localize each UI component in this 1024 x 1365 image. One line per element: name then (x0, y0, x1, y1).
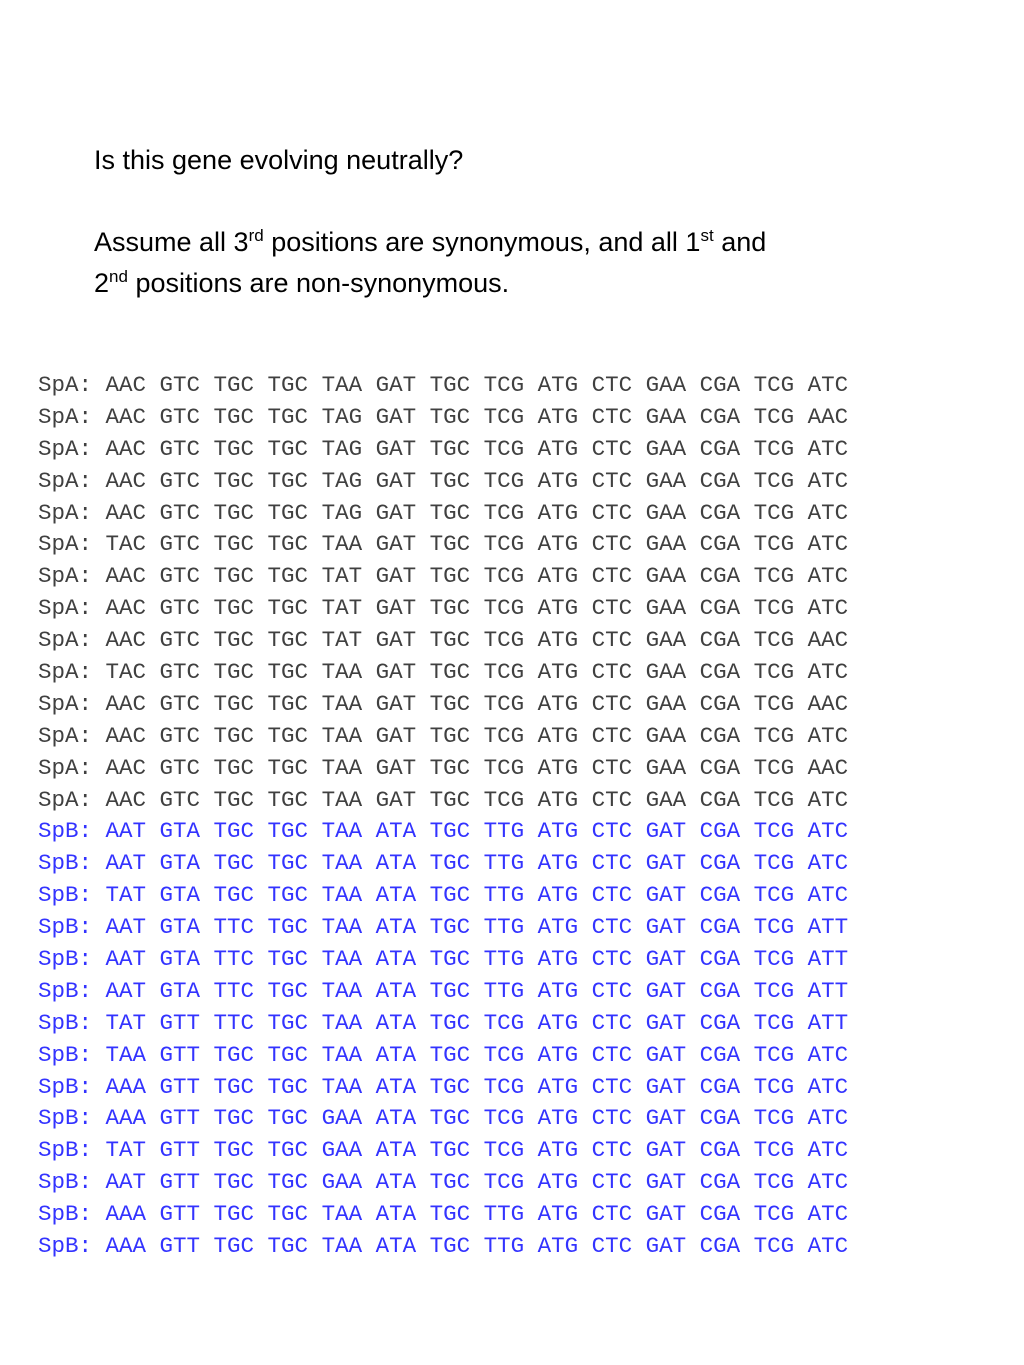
species-label: SpB: (38, 1041, 93, 1068)
sequence-row (38, 466, 848, 498)
codon-sequence: AAT GTA TTC TGC TAA ATA TGC TTG ATG CTC GAT CGA TCG ATT (105, 946, 849, 973)
codon-sequence: AAC GTC TGC TGC TAG GAT TGC TCG ATG CTC GAA CGA TCG ATC (105, 435, 849, 462)
species-label: SpA: (38, 786, 93, 813)
sequence-row (38, 1199, 848, 1231)
species-label: SpA: (38, 499, 93, 526)
species-label: SpB: (38, 882, 93, 909)
species-label: SpA: (38, 435, 93, 462)
codon-sequence: AAT GTA TTC TGC TAA ATA TGC TTG ATG CTC GAT CGA TCG ATT (105, 914, 849, 941)
codon-sequence: AAC GTC TGC TGC TAG GAT TGC TCG ATG CTC GAA CGA TCG ATC (105, 467, 849, 494)
codon-sequence: TAC GTC TGC TGC TAA GAT TGC TCG ATG CTC GAA CGA TCG ATC (105, 531, 849, 558)
species-label: SpA: (38, 627, 93, 654)
sequence-row (38, 880, 848, 912)
sequence-row (38, 625, 848, 657)
sequence-row (38, 402, 848, 434)
sequence-row (38, 1103, 848, 1135)
codon-sequence: TAT GTA TGC TGC TAA ATA TGC TTG ATG CTC GAT CGA TCG ATC (105, 882, 849, 909)
sequence-row (38, 529, 848, 561)
codon-sequence: TAT GTT TTC TGC TAA ATA TGC TCG ATG CTC GAT CGA TCG ATT (105, 1009, 849, 1036)
codon-sequence: AAC GTC TGC TGC TAA GAT TGC TCG ATG CTC GAA CGA TCG ATC (105, 786, 849, 813)
ordinal-superscript: nd (109, 266, 128, 286)
sequence-row (38, 1008, 848, 1040)
codon-sequence: AAT GTA TGC TGC TAA ATA TGC TTG ATG CTC GAT CGA TCG ATC (105, 850, 849, 877)
species-label: SpB: (38, 1233, 93, 1260)
paragraph-gap (94, 181, 994, 222)
sequence-row (38, 721, 848, 753)
assumption-line-2 (94, 263, 994, 304)
sequence-row (38, 689, 848, 721)
codon-sequence: AAA GTT TGC TGC TAA ATA TGC TTG ATG CTC GAT CGA TCG ATC (105, 1233, 849, 1260)
ordinal-superscript: st (700, 225, 714, 245)
sequence-row (38, 785, 848, 817)
prompt-text (94, 140, 994, 304)
species-label: SpB: (38, 1073, 93, 1100)
assumption-line-1 (94, 222, 994, 263)
codon-sequence: AAA GTT TGC TGC GAA ATA TGC TCG ATG CTC GAT CGA TCG ATC (105, 1105, 849, 1132)
sequence-row (38, 1167, 848, 1199)
assumption-text-part: positions are synonymous, and all 1 (263, 227, 701, 257)
sequence-row (38, 816, 848, 848)
sequence-row (38, 434, 848, 466)
species-label: SpB: (38, 914, 93, 941)
species-label: SpB: (38, 946, 93, 973)
codon-sequence: AAC GTC TGC TGC TAG GAT TGC TCG ATG CTC GAA CGA TCG AAC (105, 403, 849, 430)
sequence-row (38, 657, 848, 689)
species-label: SpA: (38, 595, 93, 622)
codon-sequence: TAA GTT TGC TGC TAA ATA TGC TCG ATG CTC GAT CGA TCG ATC (105, 1041, 849, 1068)
assumption-text-part: and (713, 227, 767, 257)
sequence-row (38, 976, 848, 1008)
species-label: SpA: (38, 563, 93, 590)
species-label: SpB: (38, 1169, 93, 1196)
sequence-row (38, 370, 848, 402)
codon-sequence: AAT GTT TGC TGC GAA ATA TGC TCG ATG CTC GAT CGA TCG ATC (105, 1169, 849, 1196)
codon-sequence: TAT GTT TGC TGC GAA ATA TGC TCG ATG CTC GAT CGA TCG ATC (105, 1137, 849, 1164)
species-label: SpA: (38, 467, 93, 494)
sequence-alignment (38, 370, 848, 1263)
ordinal-superscript: rd (248, 225, 264, 245)
codon-sequence: AAC GTC TGC TGC TAT GAT TGC TCG ATG CTC GAA CGA TCG ATC (105, 595, 849, 622)
codon-sequence: AAC GTC TGC TGC TAG GAT TGC TCG ATG CTC GAA CGA TCG ATC (105, 499, 849, 526)
question-line: Is this gene evolving neutrally? (94, 145, 464, 175)
species-label: SpA: (38, 754, 93, 781)
species-label: SpB: (38, 1105, 93, 1132)
codon-sequence: TAC GTC TGC TGC TAA GAT TGC TCG ATG CTC GAA CGA TCG ATC (105, 659, 849, 686)
codon-sequence: AAC GTC TGC TGC TAA GAT TGC TCG ATG CTC GAA CGA TCG ATC (105, 722, 849, 749)
species-label: SpA: (38, 372, 93, 398)
sequence-row (38, 561, 848, 593)
codon-sequence: AAT GTA TTC TGC TAA ATA TGC TTG ATG CTC GAT CGA TCG ATT (105, 977, 849, 1004)
assumption-text-part: Assume all 3 (94, 227, 249, 257)
codon-sequence: AAC GTC TGC TGC TAA GAT TGC TCG ATG CTC GAA CGA TCG AAC (105, 754, 849, 781)
species-label: SpB: (38, 1201, 93, 1228)
sequence-row (38, 593, 848, 625)
species-label: SpB: (38, 977, 93, 1004)
sequence-row (38, 1040, 848, 1072)
codon-sequence: AAC GTC TGC TGC TAT GAT TGC TCG ATG CTC GAA CGA TCG AAC (105, 627, 849, 654)
species-label: SpB: (38, 1009, 93, 1036)
codon-sequence: AAC GTC TGC TGC TAT GAT TGC TCG ATG CTC GAA CGA TCG ATC (105, 563, 849, 590)
species-label: SpA: (38, 531, 93, 558)
codon-sequence: AAC GTC TGC TGC TAA GAT TGC TCG ATG CTC GAA CGA TCG ATC (105, 372, 849, 398)
assumption-text-part: 2 (94, 268, 110, 298)
sequence-row (38, 1231, 848, 1263)
species-label: SpB: (38, 850, 93, 877)
sequence-row (38, 498, 848, 530)
sequence-row (38, 848, 848, 880)
species-label: SpA: (38, 690, 93, 717)
species-label: SpB: (38, 1137, 93, 1164)
sequence-row (38, 944, 848, 976)
sequence-row (38, 1135, 848, 1167)
codon-sequence: AAC GTC TGC TGC TAA GAT TGC TCG ATG CTC GAA CGA TCG AAC (105, 690, 849, 717)
codon-sequence: AAA GTT TGC TGC TAA ATA TGC TTG ATG CTC GAT CGA TCG ATC (105, 1201, 849, 1228)
species-label: SpA: (38, 403, 93, 430)
species-label: SpA: (38, 659, 93, 686)
assumption-text-part: positions are non-synonymous. (127, 268, 510, 298)
species-label: SpA: (38, 722, 93, 749)
species-label: SpB: (38, 818, 93, 845)
sequence-row (38, 1072, 848, 1104)
codon-sequence: AAA GTT TGC TGC TAA ATA TGC TCG ATG CTC GAT CGA TCG ATC (105, 1073, 849, 1100)
codon-sequence: AAT GTA TGC TGC TAA ATA TGC TTG ATG CTC GAT CGA TCG ATC (105, 818, 849, 845)
sequence-row (38, 912, 848, 944)
sequence-row (38, 753, 848, 785)
